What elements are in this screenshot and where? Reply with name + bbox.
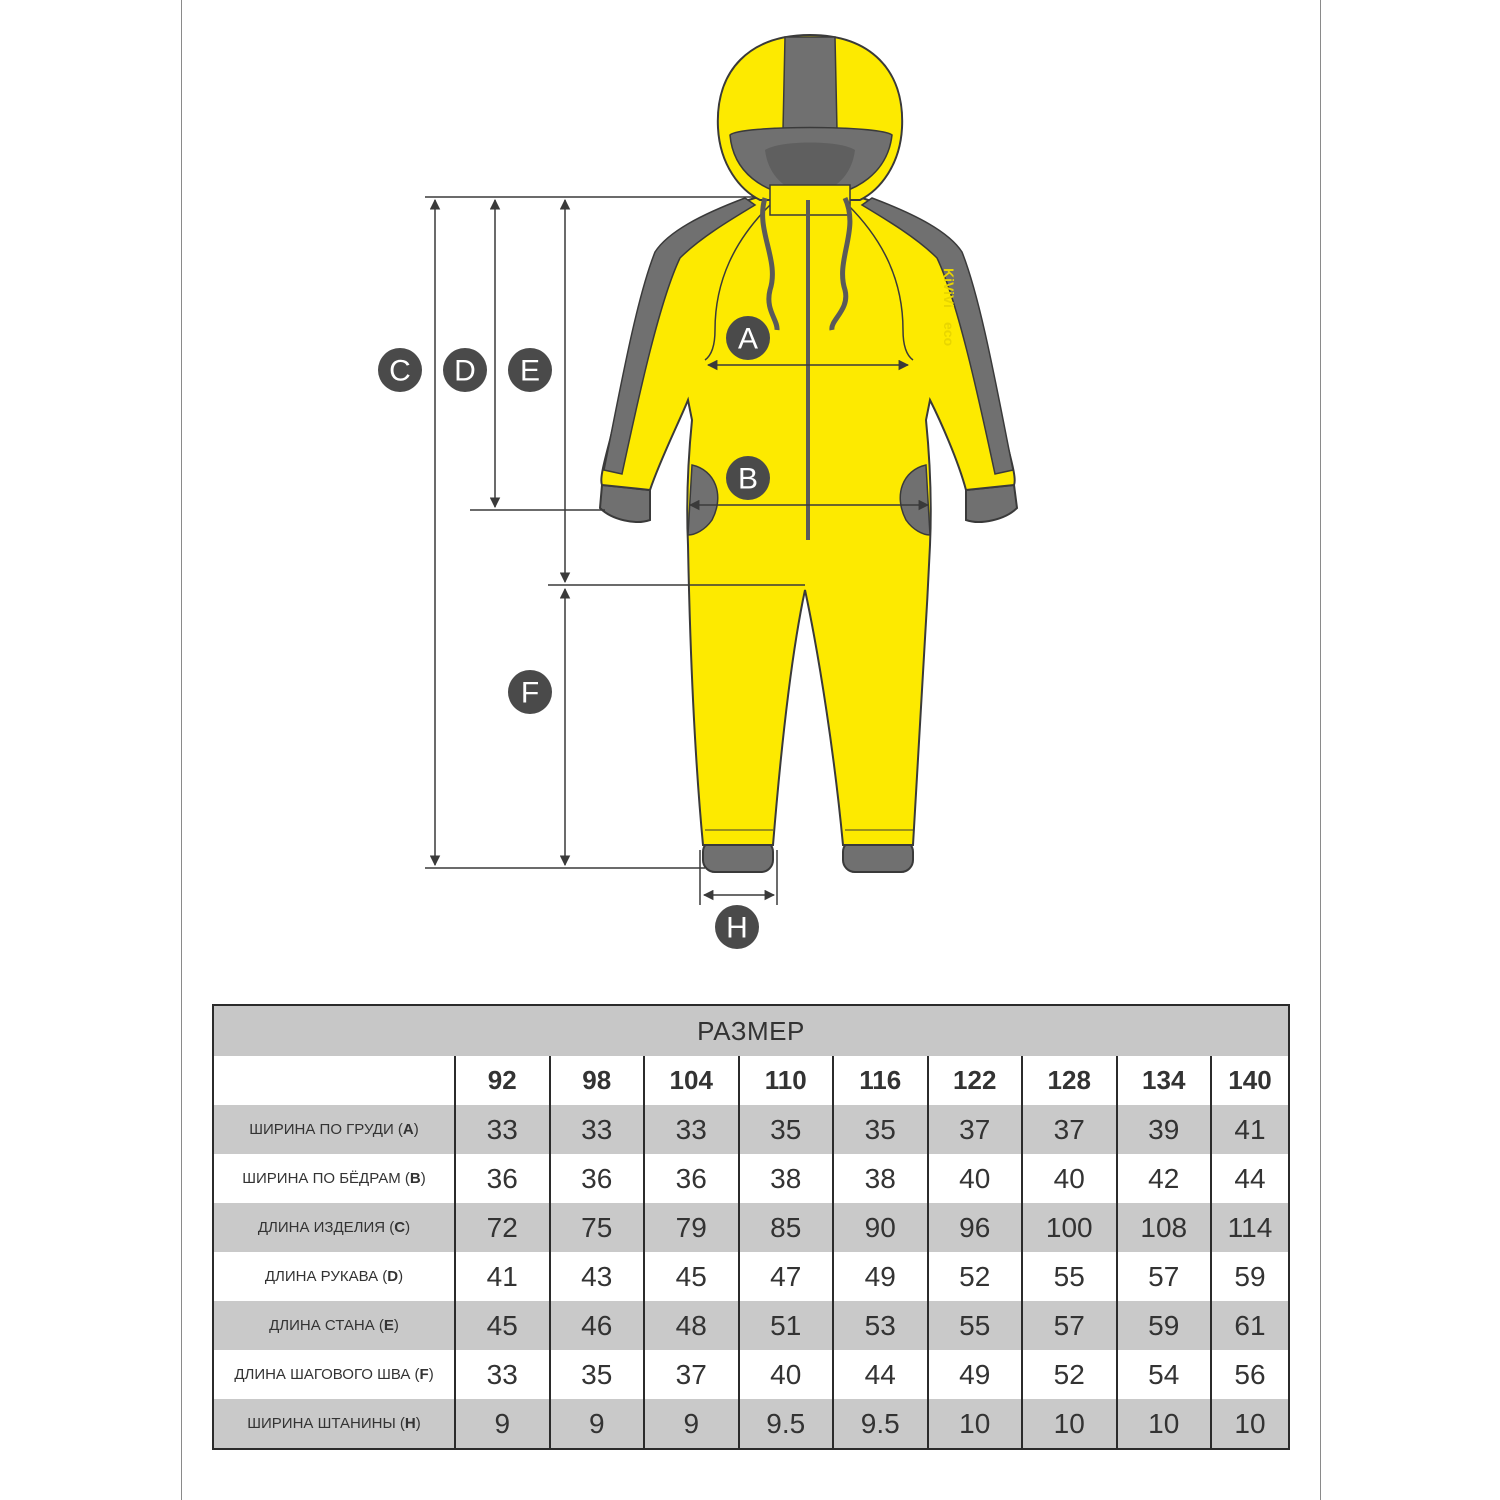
value-cell: 46 [549, 1301, 644, 1350]
value-cell: 72 [454, 1203, 549, 1252]
marker-h [715, 905, 759, 949]
value-cell: 52 [1021, 1350, 1116, 1399]
value-cell: 40 [738, 1350, 833, 1399]
value-cell: 44 [832, 1350, 927, 1399]
row-label-close: ) [428, 1366, 434, 1383]
value-cell: 40 [927, 1154, 1022, 1203]
size-cell: 98 [549, 1056, 644, 1105]
value-cell: 40 [1021, 1154, 1116, 1203]
value-cell: 90 [832, 1203, 927, 1252]
marker-c [378, 348, 422, 392]
row-label-close: ) [413, 1121, 419, 1138]
value-cell: 100 [1021, 1203, 1116, 1252]
brand-label: KiViVi [941, 268, 957, 308]
row-label [214, 1350, 454, 1399]
row-label-text: ШИРИНА ПО БЁДРАМ ( [242, 1170, 410, 1187]
table-row [214, 1105, 1288, 1154]
hood-stripe [783, 37, 837, 130]
svg-text:A: A [737, 322, 759, 356]
brand-sub-label: eco [941, 322, 957, 347]
value-cell: 10 [1116, 1399, 1211, 1448]
value-cell: 36 [643, 1154, 738, 1203]
left-sleeve-cuff [600, 485, 650, 522]
row-label-text: ДЛИНА ИЗДЕЛИЯ ( [257, 1219, 395, 1236]
row-label [214, 1399, 454, 1448]
table-row [214, 1203, 1288, 1252]
marker-f [508, 670, 552, 714]
row-label-text: ДЛИНА РУКАВА ( [264, 1268, 388, 1285]
row-label-key: E [383, 1317, 394, 1334]
value-cell: 35 [832, 1105, 927, 1154]
value-cell: 41 [454, 1252, 549, 1301]
value-cell: 52 [927, 1252, 1022, 1301]
marker-d [443, 348, 487, 392]
value-cell: 49 [927, 1350, 1022, 1399]
value-cell: 57 [1021, 1301, 1116, 1350]
row-label-key: F [419, 1366, 429, 1383]
value-cell: 96 [927, 1203, 1022, 1252]
value-cell: 61 [1210, 1301, 1288, 1350]
value-cell: 35 [738, 1105, 833, 1154]
value-cell: 56 [1210, 1350, 1288, 1399]
value-cell: 53 [832, 1301, 927, 1350]
value-cell: 44 [1210, 1154, 1288, 1203]
value-cell: 37 [927, 1105, 1022, 1154]
size-cell: 104 [643, 1056, 738, 1105]
row-label [214, 1301, 454, 1350]
row-label-key: H [404, 1415, 416, 1432]
value-cell: 55 [927, 1301, 1022, 1350]
row-label-text: ДЛИНА ШАГОВОГО ШВА ( [234, 1366, 420, 1383]
value-cell: 9 [454, 1399, 549, 1448]
value-cell: 36 [549, 1154, 644, 1203]
size-header-row [214, 1056, 1288, 1105]
value-cell: 10 [1021, 1399, 1116, 1448]
value-cell: 9 [643, 1399, 738, 1448]
value-cell: 38 [832, 1154, 927, 1203]
marker-b [726, 456, 770, 500]
value-cell: 42 [1116, 1154, 1211, 1203]
value-cell: 79 [643, 1203, 738, 1252]
measurement-rows [214, 1105, 1288, 1448]
value-cell: 33 [454, 1105, 549, 1154]
right-sleeve-cuff [966, 485, 1017, 522]
value-cell: 47 [738, 1252, 833, 1301]
svg-text:D: D [454, 354, 476, 388]
value-cell: 10 [1210, 1399, 1288, 1448]
value-cell: 57 [1116, 1252, 1211, 1301]
value-cell: 33 [549, 1105, 644, 1154]
value-cell: 85 [738, 1203, 833, 1252]
size-cell: 110 [738, 1056, 833, 1105]
size-cell: 128 [1021, 1056, 1116, 1105]
value-cell: 55 [1021, 1252, 1116, 1301]
row-label-close: ) [415, 1415, 421, 1432]
row-label-text: ШИРИНА ПО ГРУДИ ( [249, 1121, 403, 1138]
value-cell: 49 [832, 1252, 927, 1301]
table-row [214, 1301, 1288, 1350]
table-row [214, 1399, 1288, 1448]
row-label-close: ) [420, 1170, 426, 1187]
value-cell: 39 [1116, 1105, 1211, 1154]
table-title: РАЗМЕР [214, 1006, 1288, 1056]
value-cell: 59 [1210, 1252, 1288, 1301]
row-label-key: D [387, 1268, 399, 1285]
size-cell: 122 [927, 1056, 1022, 1105]
size-header-empty [214, 1056, 454, 1105]
row-label-key: A [402, 1121, 414, 1138]
row-label [214, 1154, 454, 1203]
size-table [212, 1004, 1290, 1450]
value-cell: 10 [927, 1399, 1022, 1448]
value-cell: 38 [738, 1154, 833, 1203]
size-cell: 134 [1116, 1056, 1211, 1105]
row-label-text: ДЛИНА СТАНА ( [269, 1317, 384, 1334]
value-cell: 45 [454, 1301, 549, 1350]
marker-a [726, 316, 770, 360]
size-cell: 92 [454, 1056, 549, 1105]
row-label [214, 1252, 454, 1301]
value-cell: 9 [549, 1399, 644, 1448]
row-label [214, 1203, 454, 1252]
value-cell: 59 [1116, 1301, 1211, 1350]
value-cell: 9.5 [738, 1399, 833, 1448]
value-cell: 37 [643, 1350, 738, 1399]
value-cell: 36 [454, 1154, 549, 1203]
value-cell: 37 [1021, 1105, 1116, 1154]
svg-text:H: H [726, 911, 748, 945]
value-cell: 51 [738, 1301, 833, 1350]
row-label-key: C [394, 1219, 406, 1236]
value-cell: 48 [643, 1301, 738, 1350]
value-cell: 54 [1116, 1350, 1211, 1399]
value-cell: 75 [549, 1203, 644, 1252]
svg-text:F: F [520, 676, 540, 710]
row-label-close: ) [405, 1219, 411, 1236]
value-cell: 35 [549, 1350, 644, 1399]
value-cell: 9.5 [832, 1399, 927, 1448]
marker-e [508, 348, 552, 392]
table-row [214, 1154, 1288, 1203]
row-label-close: ) [398, 1268, 404, 1285]
row-label-close: ) [393, 1317, 399, 1334]
size-cell: 116 [832, 1056, 927, 1105]
value-cell: 33 [454, 1350, 549, 1399]
value-cell: 114 [1210, 1203, 1288, 1252]
size-cell: 140 [1210, 1056, 1288, 1105]
value-cell: 45 [643, 1252, 738, 1301]
value-cell: 33 [643, 1105, 738, 1154]
value-cell: 108 [1116, 1203, 1211, 1252]
value-cell: 43 [549, 1252, 644, 1301]
svg-text:C: C [389, 354, 411, 388]
table-row [214, 1252, 1288, 1301]
table-row [214, 1350, 1288, 1399]
value-cell: 41 [1210, 1105, 1288, 1154]
row-label [214, 1105, 454, 1154]
svg-text:B: B [737, 462, 759, 496]
svg-text:E: E [519, 354, 541, 388]
row-label-text: ШИРИНА ШТАНИНЫ ( [247, 1415, 405, 1432]
row-label-key: B [409, 1170, 421, 1187]
